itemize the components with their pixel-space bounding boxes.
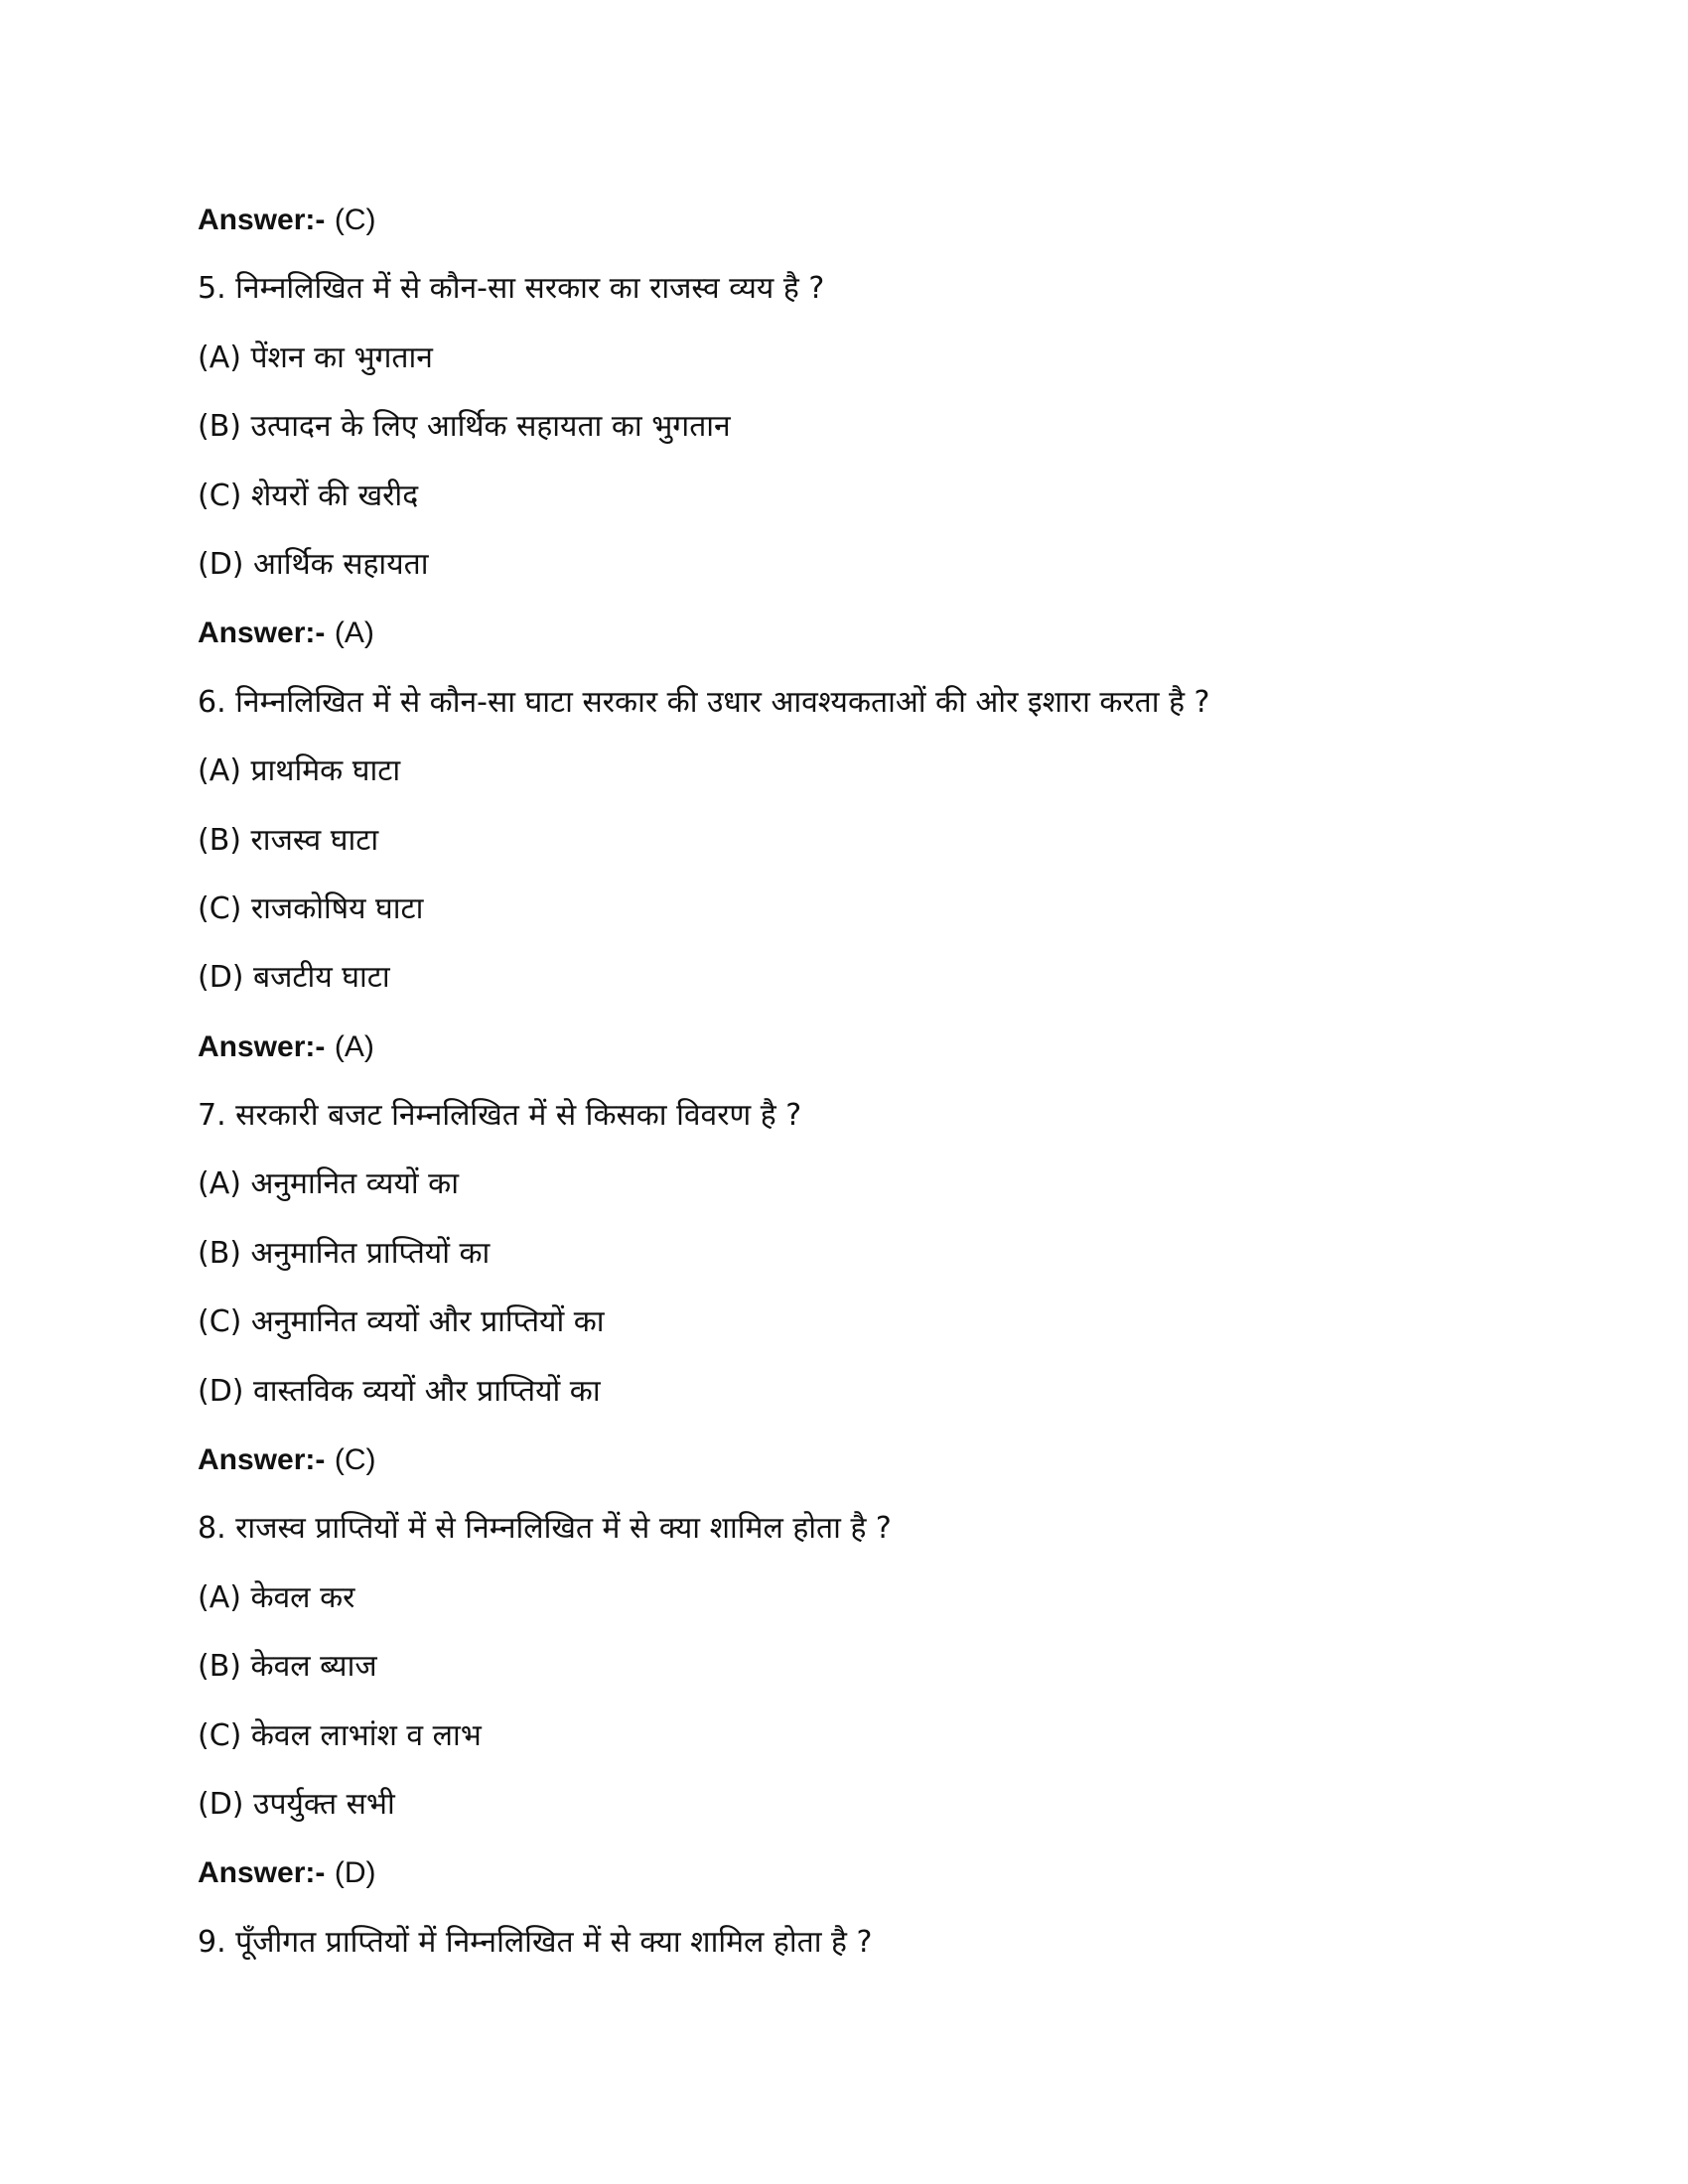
question-text: 7. सरकारी बजट निम्नलिखित में से किसका विवरण है ?: [198, 1098, 802, 1134]
question-text: 6. निम्नलिखित में से कौन-सा घाटा सरकार की उधार आवश्यकताओं की ओर इशारा करता है ?: [198, 684, 1210, 720]
answer-option: (A) केवल कर: [198, 1579, 355, 1615]
answer-option: (B) उत्पादन के लिए आर्थिक सहायता का भुगतान: [198, 409, 731, 445]
answer-option: (A) प्राथमिक घाटा: [198, 753, 401, 789]
answer-label: Answer:-: [198, 1856, 326, 1890]
answer-value: (A): [334, 616, 374, 650]
answer-line: [198, 1839, 1589, 1907]
answer-option: (C) राजकोषिय घाटा: [198, 890, 424, 926]
answer-option: (A) पेंशन का भुगतान: [198, 340, 433, 375]
answer-option: (B) राजस्व घाटा: [198, 822, 379, 858]
answer-label: Answer:-: [198, 616, 326, 650]
answer-line: [198, 599, 1589, 667]
answer-value: (D): [334, 1856, 376, 1890]
answer-option: (C) अनुमानित व्ययों और प्राप्तियों का: [198, 1304, 605, 1340]
answer-option: (A) अनुमानित व्ययों का: [198, 1166, 459, 1202]
question-text: 9. पूँजीगत प्राप्तियों में निम्नलिखित में से क्या शामिल होता है ?: [198, 1924, 873, 1960]
answer-value: (A): [334, 1029, 374, 1063]
document-body: [198, 186, 1589, 1977]
answer-line: [198, 1426, 1589, 1494]
answer-option: (C) केवल लाभांश व लाभ: [198, 1717, 482, 1753]
answer-option: (B) अनुमानित प्राप्तियों का: [198, 1235, 491, 1271]
answer-option: (D) आर्थिक सहायता: [198, 546, 429, 582]
answer-line: [198, 1013, 1589, 1081]
answer-value: (C): [334, 1443, 376, 1477]
answer-option: (D) वास्तविक व्ययों और प्राप्तियों का: [198, 1373, 601, 1409]
answer-label: Answer:-: [198, 1443, 326, 1477]
answer-label: Answer:-: [198, 1029, 326, 1063]
question-text: 5. निम्नलिखित में से कौन-सा सरकार का राजस्व व्यय है ?: [198, 271, 825, 307]
answer-value: (C): [334, 204, 376, 236]
answer-option: (D) बजटीय घाटा: [198, 960, 390, 996]
answer-line: [198, 186, 1589, 254]
question-text: 8. राजस्व प्राप्तियों में से निम्नलिखित में से क्या शामिल होता है ?: [198, 1511, 892, 1547]
answer-option: (D) उपर्युक्त सभी: [198, 1786, 395, 1822]
answer-option: (C) शेयरों की खरीद: [198, 478, 419, 513]
answer-option: (B) केवल ब्याज: [198, 1649, 377, 1685]
answer-label: Answer:-: [198, 204, 326, 236]
